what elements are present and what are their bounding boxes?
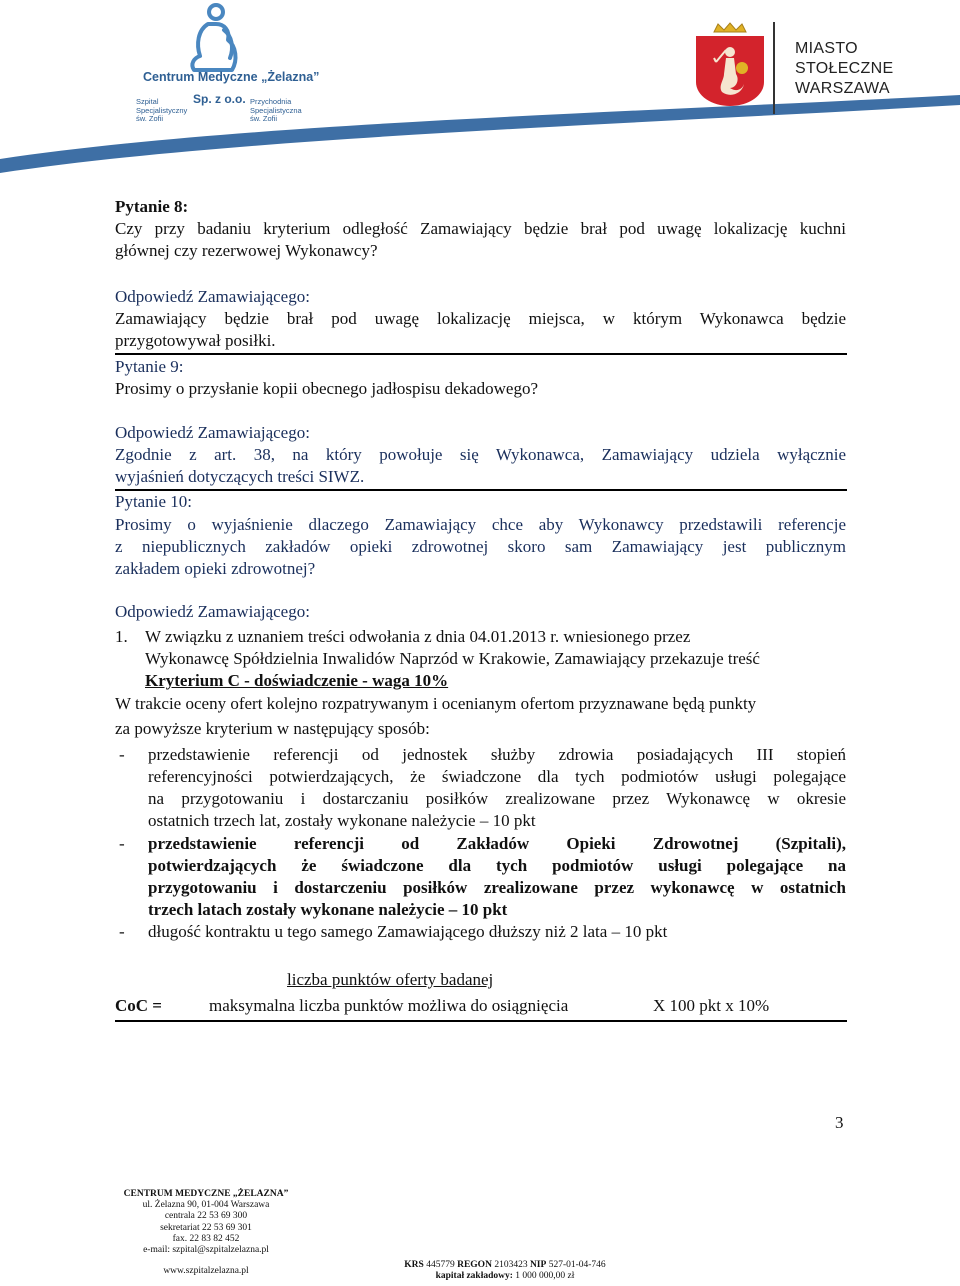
answer-8-line-1: Zamawiający będzie brał pod uwagę lokalizację miejsca, w którym Wykonawca będzie	[115, 309, 846, 328]
question-8-line-2: głównej czy rezerwowej Wykonawcy?	[115, 241, 378, 260]
bullet-1-line-2: referencyjności potwierdzających, że świadczone dla tych podmiotów usługi polegające	[148, 767, 846, 786]
bullet-2-line-1: przedstawienie referencji od Zakładów Opieki Zdrowotnej (Szpitali),	[148, 834, 846, 853]
question-8-line-1: Czy przy badaniu kryterium odległość Zamawiający będzie brał pod uwagę lokalizację kuchni	[115, 219, 846, 238]
company-form: Sp. z o.o.	[193, 92, 246, 106]
footer-registry: KRS 445779 REGON 2103423 NIP 527-01-04-746 kapitał zakładowy: 1 000 000,00 zł	[404, 1260, 606, 1282]
answer-9-heading: Odpowiedź Zamawiającego:	[115, 423, 310, 442]
warsaw-coat-of-arms-icon	[690, 22, 770, 107]
city-name: MIASTO STOŁECZNE WARSZAWA	[795, 40, 894, 97]
bullet-dash: -	[119, 834, 125, 853]
section-rule	[115, 1020, 847, 1022]
question-8-heading: Pytanie 8:	[115, 197, 189, 216]
section-rule	[115, 353, 847, 355]
criterion-title: Kryterium C - doświadczenie - waga 10%	[145, 671, 449, 690]
answer-item-line-1: W związku z uznaniem treści odwołania z dnia 04.01.2013 r. wniesionego przez	[145, 627, 691, 646]
answer-9-line-1: Zgodnie z art. 38, na który powołuje się Wykonawca, Zamawiający udziela wyłącznie	[115, 445, 846, 464]
criterion-intro-line-1: W trakcie oceny ofert kolejno rozpatrywanym i ocenianym ofertom przyznawane będą punkty	[115, 694, 757, 713]
answer-item-line-2: Wykonawcę Spółdzielnia Inwalidów Naprzód w Krakowie, Zamawiający przekazuje treść	[145, 649, 760, 668]
section-rule	[115, 489, 847, 491]
page-number: 3	[835, 1113, 844, 1132]
answer-8-line-2: przygotowywał posiłki.	[115, 331, 276, 350]
bullet-dash: -	[119, 922, 125, 941]
footer-website: www.szpitalzelazna.pl	[163, 1266, 249, 1276]
answer-item-number: 1.	[115, 627, 128, 646]
question-9-heading: Pytanie 9:	[115, 357, 184, 376]
footer-address: CENTRUM MEDYCZNE „ŻELAZNA” ul. Żelazna 90, 01-004 Warszawa centrala 22 53 69 300 sekretariat 22 53 69 301 fax. 22 83 82 452 e-mail: szpital@szpitalzelazna.pl	[123, 1189, 289, 1256]
question-10-line-2: z niepublicznych zakładów opieki zdrowotnej skoro sam Zamawiający jest publicznym	[115, 537, 846, 556]
formula-denominator: maksymalna liczba punktów możliwa do osiągnięcia	[209, 996, 569, 1015]
formula-numerator: liczba punktów oferty badanej	[287, 970, 494, 989]
question-9-line-1: Prosimy o przysłanie kopii obecnego jadłospisu dekadowego?	[115, 379, 539, 398]
hospital-unit-right: Przychodnia Specjalistyczna św. Zofii	[250, 97, 302, 124]
answer-10-heading: Odpowiedź Zamawiającego:	[115, 602, 310, 621]
bullet-2-line-4: trzech latach zostały wykonane należycie – 10 pkt	[148, 900, 508, 919]
bullet-3-line-1: długość kontraktu u tego samego Zamawiającego dłuższy niż 2 lata – 10 pkt	[148, 922, 668, 941]
bullet-1-line-1: przedstawienie referencji od jednostek służby zdrowia posiadających III stopień	[148, 745, 846, 764]
formula-multiplier: X 100 pkt x 10%	[653, 996, 770, 1015]
bullet-dash: -	[119, 745, 125, 764]
header-divider	[773, 22, 775, 114]
question-10-heading: Pytanie 10:	[115, 492, 192, 511]
bullet-1-line-3: na przygotowaniu i dostarczaniu posiłków zrealizowane przez Wykonawcę w okresie	[148, 789, 846, 808]
criterion-intro-line-2: za powyższe kryterium w następujący sposób:	[115, 719, 430, 738]
question-10-line-1: Prosimy o wyjaśnienie dlaczego Zamawiający chce aby Wykonawcy przedstawili referencje	[115, 515, 846, 534]
formula-lhs: CoC =	[115, 996, 162, 1015]
hospital-unit-left: Szpital Specjalistyczny św. Zofii	[136, 97, 188, 124]
bullet-2-line-3: przygotowaniu i dostarczeniu posiłków zrealizowane przez wykonawcę w ostatnich	[148, 878, 846, 897]
answer-9-line-2: wyjaśnień dotyczących treści SIWZ.	[115, 467, 365, 486]
hospital-name: Centrum Medyczne „Żelazna”	[143, 70, 320, 84]
bullet-1-line-4: ostatnich trzech lat, zostały wykonane należycie – 10 pkt	[148, 811, 536, 830]
answer-8-heading: Odpowiedź Zamawiającego:	[115, 287, 310, 306]
question-10-line-3: zakładem opieki zdrowotnej?	[115, 559, 316, 578]
bullet-2-line-2: potwierdzających że świadczone dla tych podmiotów usługi polegające na	[148, 856, 846, 875]
